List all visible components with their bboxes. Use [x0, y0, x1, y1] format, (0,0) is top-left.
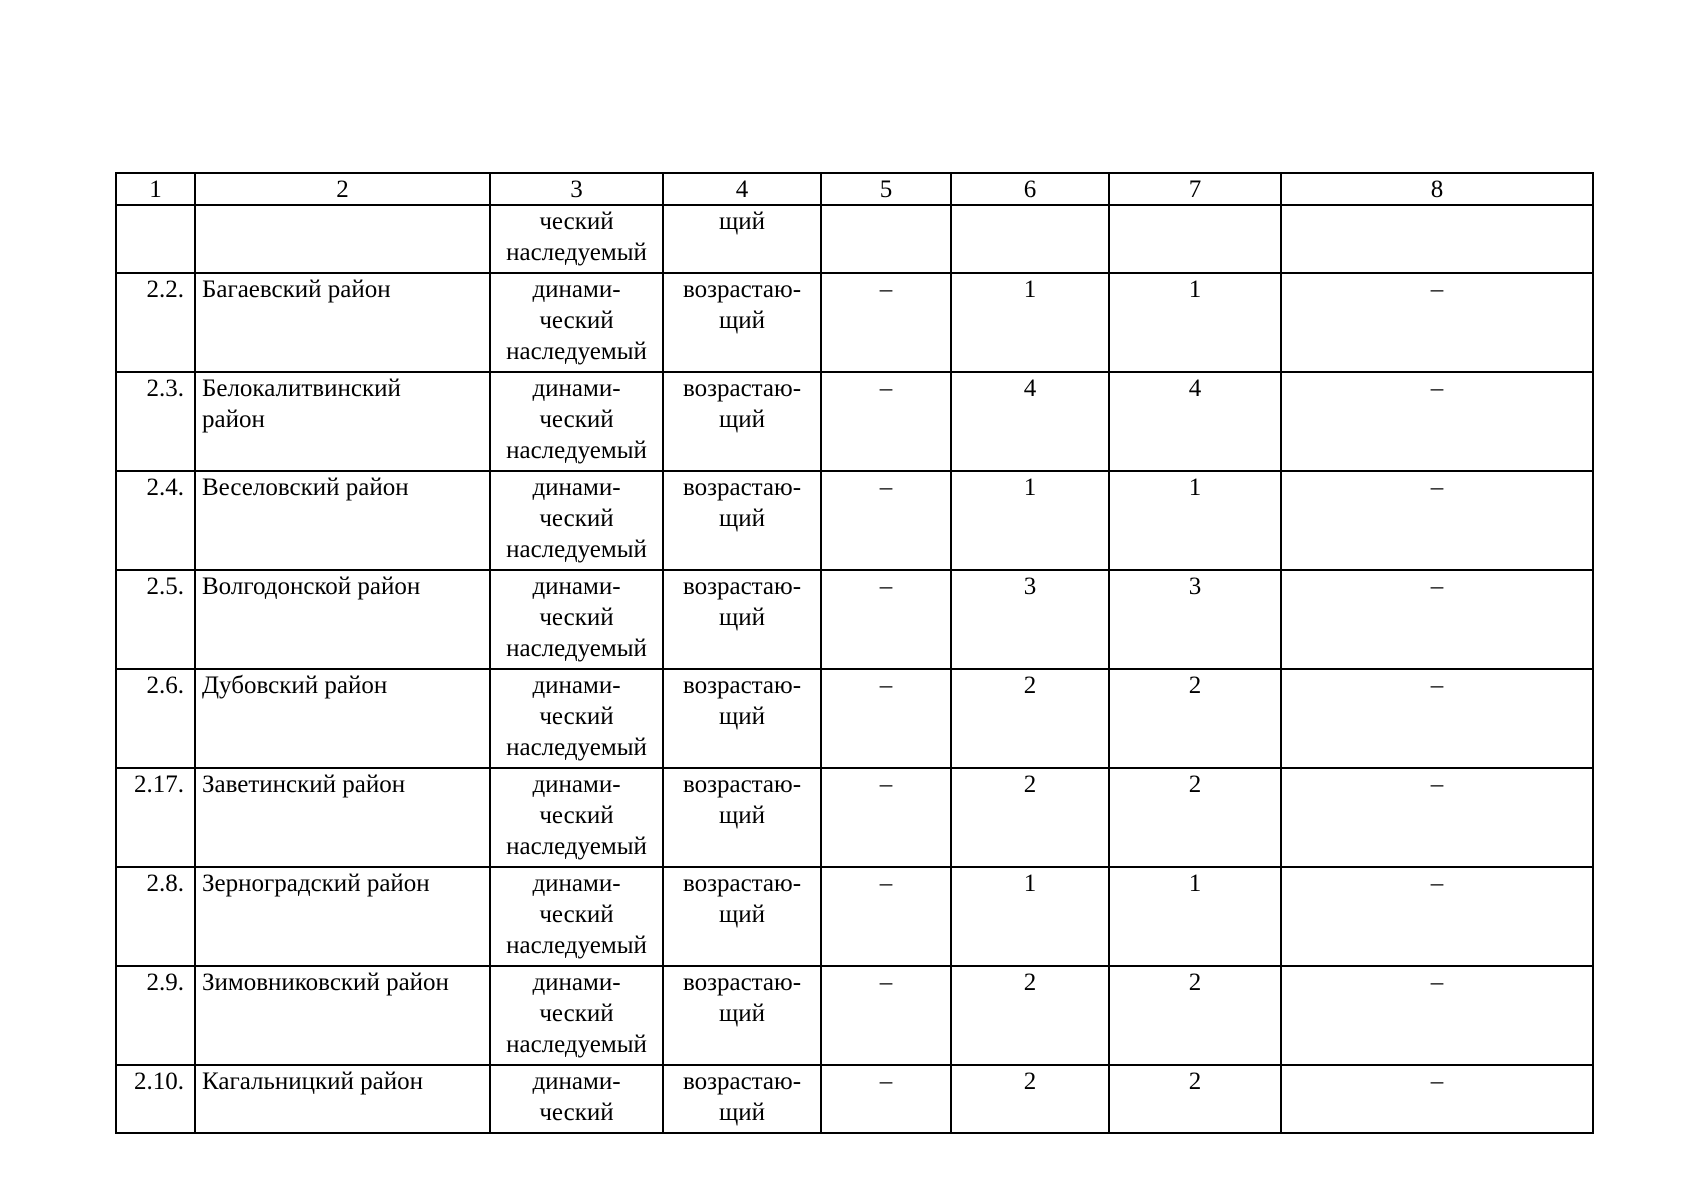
- col5-cell: –: [821, 867, 951, 966]
- col6-cell: 2: [951, 669, 1109, 768]
- continuation-row: [116, 205, 1593, 273]
- table-row: [116, 867, 1593, 966]
- table-row: [116, 471, 1593, 570]
- district-name-cell: Заветинский район: [195, 768, 490, 867]
- row-number-cell: 2.3.: [116, 372, 195, 471]
- col7-cell: [1109, 205, 1281, 273]
- col7-cell: 3: [1109, 570, 1281, 669]
- trend-cell: возрастаю- щий: [663, 1065, 821, 1133]
- header-cell-2: 2: [195, 173, 490, 205]
- col7-cell: 1: [1109, 471, 1281, 570]
- row-number-cell: 2.9.: [116, 966, 195, 1065]
- col6-cell: 2: [951, 768, 1109, 867]
- header-cell-7: 7: [1109, 173, 1281, 205]
- district-name-cell: Веселовский район: [195, 471, 490, 570]
- type-cell: динами- ческий наследуемый: [490, 273, 663, 372]
- type-cell: ческий наследуемый: [490, 205, 663, 273]
- type-cell: динами- ческий наследуемый: [490, 768, 663, 867]
- col8-cell: [1281, 205, 1593, 273]
- trend-cell: возрастаю- щий: [663, 273, 821, 372]
- col8-cell: –: [1281, 669, 1593, 768]
- col7-cell: 1: [1109, 273, 1281, 372]
- table-row: [116, 570, 1593, 669]
- col6-cell: 3: [951, 570, 1109, 669]
- trend-cell: возрастаю- щий: [663, 471, 821, 570]
- col7-cell: 2: [1109, 1065, 1281, 1133]
- col5-cell: –: [821, 966, 951, 1065]
- row-number-cell: 2.6.: [116, 669, 195, 768]
- row-number-cell: 2.10.: [116, 1065, 195, 1133]
- table-row: [116, 768, 1593, 867]
- col8-cell: –: [1281, 768, 1593, 867]
- type-cell: динами- ческий наследуемый: [490, 966, 663, 1065]
- col5-cell: –: [821, 570, 951, 669]
- trend-cell: возрастаю- щий: [663, 669, 821, 768]
- col7-cell: 2: [1109, 768, 1281, 867]
- table-row: [116, 273, 1593, 372]
- header-cell-1: 1: [116, 173, 195, 205]
- district-name-cell: Зерноградский район: [195, 867, 490, 966]
- col8-cell: –: [1281, 966, 1593, 1065]
- row-number-cell: 2.8.: [116, 867, 195, 966]
- trend-cell: возрастаю- щий: [663, 570, 821, 669]
- header-cell-5: 5: [821, 173, 951, 205]
- row-number-cell: 2.2.: [116, 273, 195, 372]
- type-cell: динами- ческий наследуемый: [490, 372, 663, 471]
- table-row: [116, 1065, 1593, 1133]
- col8-cell: –: [1281, 471, 1593, 570]
- col6-cell: 1: [951, 471, 1109, 570]
- col6-cell: 2: [951, 966, 1109, 1065]
- col5-cell: –: [821, 1065, 951, 1133]
- col6-cell: 4: [951, 372, 1109, 471]
- col8-cell: –: [1281, 372, 1593, 471]
- header-cell-6: 6: [951, 173, 1109, 205]
- type-cell: динами- ческий наследуемый: [490, 570, 663, 669]
- district-table: [115, 172, 1594, 1134]
- district-name-cell: Дубовский район: [195, 669, 490, 768]
- col8-cell: –: [1281, 273, 1593, 372]
- type-cell: динами- ческий: [490, 1065, 663, 1133]
- col6-cell: 2: [951, 1065, 1109, 1133]
- row-number-cell: 2.17.: [116, 768, 195, 867]
- col5-cell: –: [821, 471, 951, 570]
- header-cell-8: 8: [1281, 173, 1593, 205]
- district-name-cell: Кагальницкий район: [195, 1065, 490, 1133]
- col5-cell: –: [821, 273, 951, 372]
- col8-cell: –: [1281, 1065, 1593, 1133]
- col5-cell: –: [821, 372, 951, 471]
- type-cell: динами- ческий наследуемый: [490, 867, 663, 966]
- col7-cell: 2: [1109, 669, 1281, 768]
- col6-cell: 1: [951, 273, 1109, 372]
- col7-cell: 4: [1109, 372, 1281, 471]
- district-name-cell: Волгодонской район: [195, 570, 490, 669]
- table-row: [116, 372, 1593, 471]
- type-cell: динами- ческий наследуемый: [490, 669, 663, 768]
- col7-cell: 1: [1109, 867, 1281, 966]
- district-name-cell: Зимовниковский район: [195, 966, 490, 1065]
- district-name-cell: Белокалитвинский район: [195, 372, 490, 471]
- table-row: [116, 966, 1593, 1065]
- type-cell: динами- ческий наследуемый: [490, 471, 663, 570]
- col7-cell: 2: [1109, 966, 1281, 1065]
- header-cell-3: 3: [490, 173, 663, 205]
- trend-cell: возрастаю- щий: [663, 372, 821, 471]
- col6-cell: [951, 205, 1109, 273]
- col8-cell: –: [1281, 570, 1593, 669]
- district-name-cell: Багаевский район: [195, 273, 490, 372]
- row-number-cell: 2.5.: [116, 570, 195, 669]
- trend-cell: возрастаю- щий: [663, 966, 821, 1065]
- trend-cell: возрастаю- щий: [663, 867, 821, 966]
- col5-cell: [821, 205, 951, 273]
- trend-cell: возрастаю- щий: [663, 768, 821, 867]
- col8-cell: –: [1281, 867, 1593, 966]
- row-number-cell: 2.4.: [116, 471, 195, 570]
- header-cell-4: 4: [663, 173, 821, 205]
- header-row: [116, 173, 1593, 205]
- district-name-cell: [195, 205, 490, 273]
- col6-cell: 1: [951, 867, 1109, 966]
- table-row: [116, 669, 1593, 768]
- col5-cell: –: [821, 768, 951, 867]
- col5-cell: –: [821, 669, 951, 768]
- trend-cell: щий: [663, 205, 821, 273]
- row-number-cell: [116, 205, 195, 273]
